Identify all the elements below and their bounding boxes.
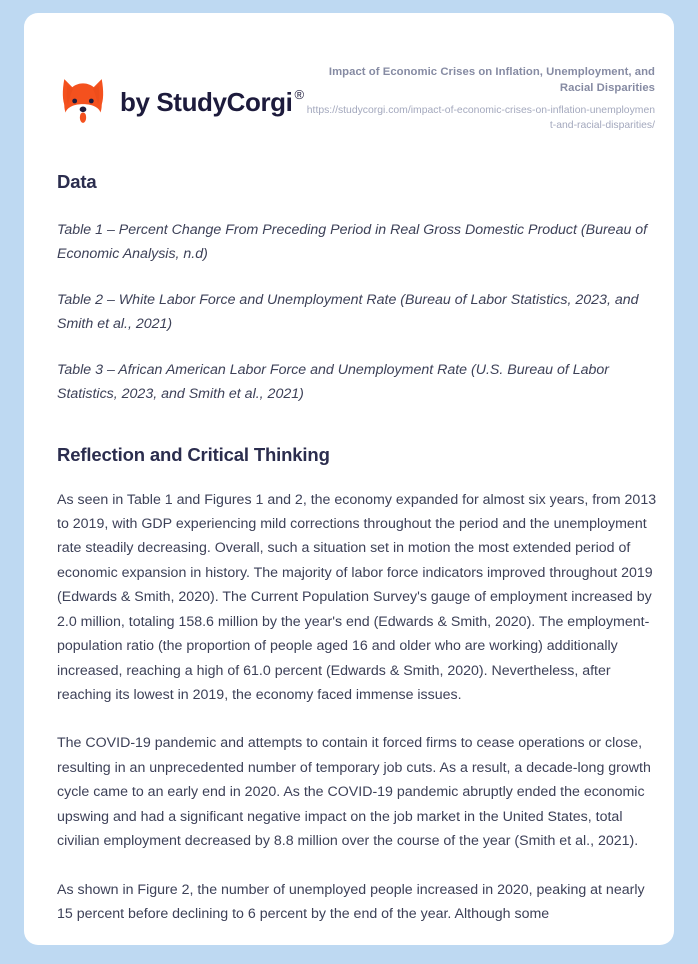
document-title: Impact of Economic Crises on Inflation, Unemployment, and Racial Disparities (328, 66, 655, 95)
document-card (24, 13, 674, 945)
registered-trademark-icon: ® (294, 87, 304, 103)
section-heading-reflection: Reflection and Critical Thinking (57, 443, 330, 465)
brand-name-text: by StudyCorgi (120, 87, 293, 117)
brand-name (120, 89, 302, 115)
document-meta (305, 64, 655, 133)
table-caption-1: Table 1 – Percent Change From Preceding Period in Real Gross Domestic Product (Bureau of Economic Analysis, n.d) (57, 222, 648, 263)
document-content (57, 170, 657, 926)
document-url[interactable]: https://studycorgi.com/impact-of-economic-crises-on-inflation-unemployment-and-racial-disparities/ (306, 105, 655, 132)
paragraph-3: As shown in Figure 2, the number of unemployed people increased in 2020, peaking at nearly 15 percent before declining to 6 percent by the end of the year. Although some (57, 881, 645, 922)
table-caption-3: Table 3 – African American Labor Force and Unemployment Rate (U.S. Bureau of Labor Statistics, 2023, and Smith et al., 2021) (57, 361, 610, 403)
section-heading-data: Data (57, 171, 97, 192)
corgi-face-logo-icon (57, 75, 109, 127)
paragraph-1: As seen in Table 1 and Figures 1 and 2, the economy expanded for almost six years, from 2013 to 2019, with GDP experiencing mild corrections throughout the period and the unemployment rate steadily decreasing. Overall, such a situation set in motion the most extended period of economic expansion in history. The majority of labor force indicators improved throughout 2019 (Edwards & Smith, 2020). The Current Population Survey's gauge of employment increased by 2.0 million, totaling 158.6 million by the year's end (Edwards & Smith, 2020). The employment-population ratio (the proportion of people aged 16 and older who are working) additionally increased, reaching a high of 61.0 percent (Edwards & Smith, 2020). Nevertheless, after reaching its lowest in 2019, the economy faced immense issues. (57, 491, 657, 703)
brand-logo-group[interactable] (57, 75, 302, 127)
table-caption-2: Table 2 – White Labor Force and Unemployment Rate (Bureau of Labor Statistics, 2023, and Smith et al., 2021) (57, 291, 639, 333)
document-header (24, 13, 674, 138)
paragraph-2: The COVID-19 pandemic and attempts to contain it forced firms to cease operations or close, resulting in an unprecedented number of temporary job cuts. As a result, a decade-long growth cycle came to an early end in 2020. As the COVID-19 pandemic abruptly ended the economic upswing and had a significant negative impact on the job market in the United States, total civilian employment decreased by 8.8 million over the course of the year (Smith et al., 2021). (57, 735, 651, 850)
